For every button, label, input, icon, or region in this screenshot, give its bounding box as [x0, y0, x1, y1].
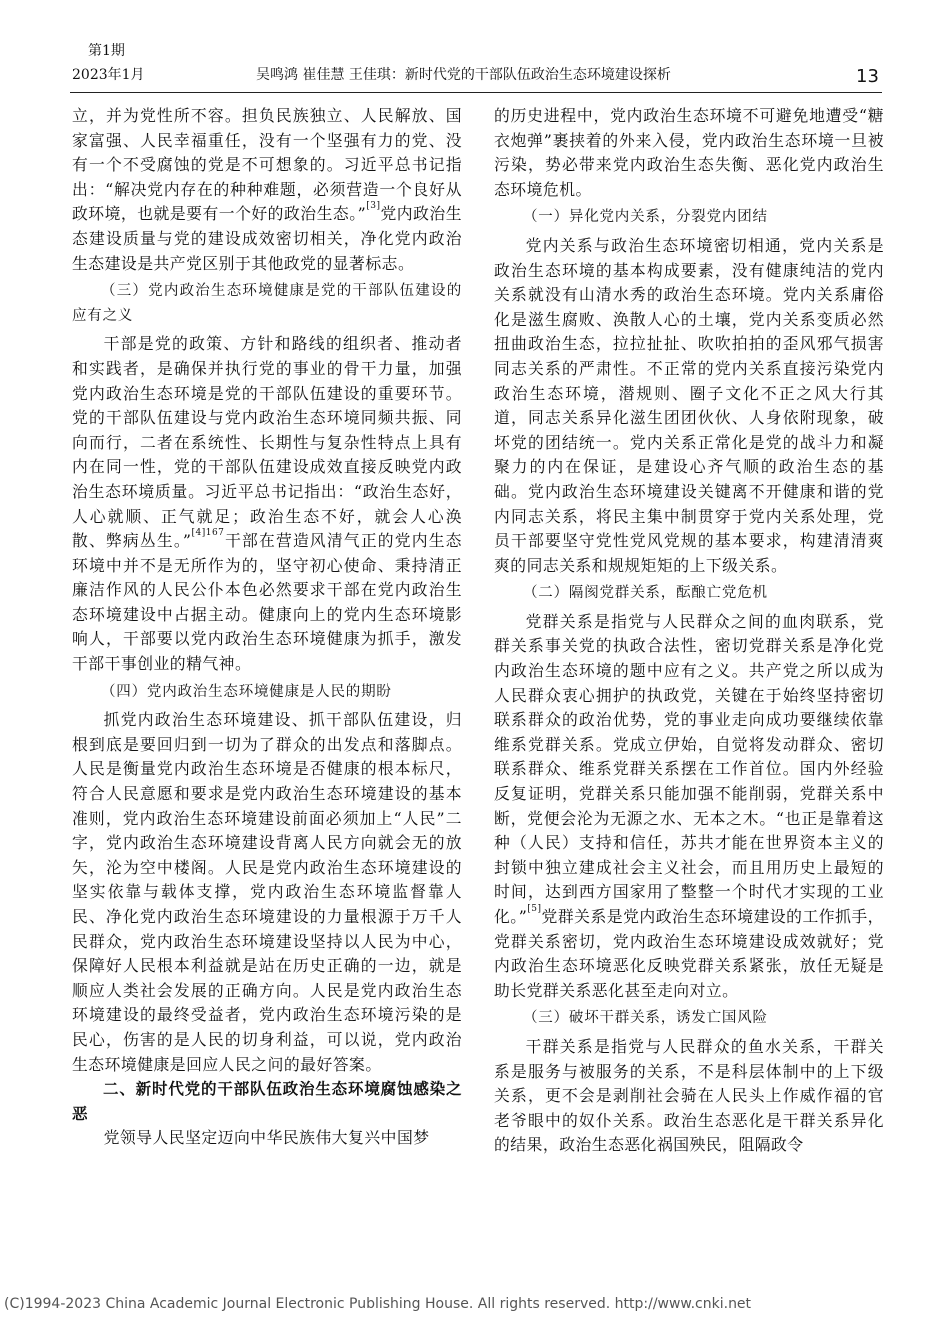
- paragraph: 干群关系是指党与人民群众的鱼水关系，干群关系是服务与被服务的关系，不是科层体制中的上下级关系，更不会是剥削社会骑在人民头上作威作福的官老爷眼中的奴仆关系。政治生态恶化是干群关系异化的结果，政治生态恶化祸国殃民，阻隔政令: [494, 1036, 884, 1155]
- subsection-heading: （四）党内政治生态环境健康是人民的期盼: [101, 683, 392, 700]
- paragraph-text: 干部是党的政策、方针和路线的组织者、推动者和实践者，是确保并执行党的事业的骨干力量，加强党内政治生态环境是党的干部队伍建设的重要环节。党的干部队伍建设与党内政治生态环境同频共振、同向而行，二者在系统性、长期性与复杂性特点上具有内在同一性，党的干部队伍建设成效直接反映党内政治生态环境质量。习近平总书记指出：“政治生态好，人心就顺、正气就足；政治生态不好，就会人心涣散、弊病丛生。”: [72, 334, 462, 551]
- page-number: 13: [856, 66, 879, 87]
- paragraph-text: 党内政治生态建设质量与党的建设成效密切相关，净化党内政治生态建设是共产党区别于其他政党的显著标志。: [72, 204, 462, 273]
- paragraph-text: 立，并为党性所不容。担负民族独立、人民解放、国家富强、人民幸福重任，没有一个坚强有力的党、没有一个不受腐蚀的党是不可想象的。习近平总书记指出：“解决党内存在的种种难题，必须营造一个良好从政环境，也就是要有一个好的政治生态。”: [72, 106, 462, 224]
- subsection-heading: （三）破坏干群关系，诱发亡国风险: [523, 1010, 768, 1027]
- paragraph-text: 党群关系是党内政治生态环境建设的工作抓手，党群关系密切，党内政治生态环境建设成效就好；党内政治生态环境恶化反映党群关系紧张，放任无疑是助长党群关系恶化甚至走向对立。: [494, 907, 884, 1000]
- paragraph-text: 干部在营造风清气正的党内生态环境中并不是无所作为的，坚守初心使命、秉持清正廉洁作风的人民公仆本色必然要求干部在党内政治生态环境建设中占据主动。健康向上的党内生态环境影响人，干部要以党内政治生态环境健康为抓手，激发干部干事创业的精气神。: [72, 531, 462, 674]
- section-heading: 二、新时代党的干部队伍政治生态环境腐蚀感染之恶: [72, 1080, 462, 1123]
- citation-ref: [3]: [366, 201, 381, 212]
- right-column: [494, 104, 884, 1158]
- paragraph: 党领导人民坚定迈向中华民族伟大复兴中国梦: [103, 1128, 430, 1148]
- left-column: [72, 104, 462, 1151]
- paragraph: 的历史进程中，党内政治生态环境不可避免地遭受“糖衣炮弹”裹挟着的外来入侵，党内政治生态环境一旦被污染，势必带来党内政治生态失衡、恶化党内政治生态环境危机。: [494, 106, 884, 199]
- running-title: 吴鸣鸿 崔佳慧 王佳琪：新时代党的干部队伍政治生态环境建设探析: [256, 67, 671, 83]
- paragraph: [72, 104, 462, 276]
- header-rule: [70, 92, 882, 93]
- paragraph: [494, 610, 884, 1004]
- issue-date: 2023年1月: [72, 67, 145, 83]
- copyright-footer: (C)1994-2023 China Academic Journal Electronic Publishing House. All rights reserved. http://www.cnki.net: [4, 1296, 752, 1312]
- citation-ref: [5]: [527, 904, 542, 914]
- subsection-heading: （二）隔阂党群关系，酝酿亡党危机: [523, 585, 768, 602]
- subsection-heading: （三）党内政治生态环境健康是党的干部队伍建设的应有之义: [72, 283, 462, 324]
- subsection-heading: （一）异化党内关系，分裂党内团结: [523, 209, 768, 226]
- paragraph: 抓党内政治生态环境建设、抓干部队伍建设，归根到底是要回归到一切为了群众的出发点和落脚点。人民是衡量党内政治生态环境是否健康的根本标尺，符合人民意愿和要求是党内政治生态环境建设的基本准则，党内政治生态环境建设前面必须加上“人民”二字，党内政治生态环境建设背离人民方向就会无的放矢，沦为空中楼阁。人民是党内政治生态环境建设的坚实依靠与载体支撑，党内政治生态环境监督靠人民、净化党内政治生态环境建设的力量根源于万千人民群众，党内政治生态环境建设坚持以人民为中心，保障好人民根本利益就是站在历史正确的一边，就是顺应人类社会发展的正确方向。人民是党内政治生态环境建设的最终受益者，党内政治生态环境污染的是民心，伤害的是人民的切身利益，可以说，党内政治生态环境健康是回应人民之问的最好答案。: [72, 710, 462, 1074]
- issue-number: 第1期: [88, 43, 125, 59]
- citation-ref: [4]167: [191, 528, 225, 539]
- paragraph-text: 党群关系是指党与人民群众之间的血肉联系，党群关系事关党的执政合法性，密切党群关系是净化党内政治生态环境的题中应有之义。共产党之所以成为人民群众衷心拥护的执政党，关键在于始终坚持密切联系群众的政治优势，党的事业走向成功要继续依靠维系党群关系。党成立伊始，自觉将发动群众、密切联系群众、维系党群关系摆在工作首位。国内外经验反复证明，党群关系只能加强不能削弱，党群关系中断，党便会沦为无源之水、无本之木。“也正是靠着这种（人民）支持和信任，苏共才能在世界资本主义的封锁中独立建成社会主义社会，而且用历史上最短的时间，达到西方国家用了整整一个时代才实现的工业化。”: [494, 611, 884, 926]
- paragraph: [72, 332, 462, 676]
- paragraph: 党内关系与政治生态环境密切相通，党内关系是政治生态环境的基本构成要素，没有健康纯洁的党内关系就没有山清水秀的政治生态环境。党内关系庸俗化是滋生腐败、涣散人心的土壤，党内关系变质必然扭曲政治生态，拉拉扯扯、吹吹拍拍的歪风邪气损害同志关系的严肃性。不正常的党内关系直接污染党内政治生态环境，潜规则、圈子文化不正之风大行其道，同志关系异化滋生团团伙伙、人身依附现象，破坏党的团结统一。党内关系正常化是党的战斗力和凝聚力的内在保证，是建设心齐气顺的政治生态的基础。党内政治生态环境建设关键离不开健康和谐的党内同志关系，将民主集中制贯穿于党内关系处理，党员干部要坚守党性党风党规的基本要求，构建清清爽爽的同志关系和规规矩矩的上下级关系。: [494, 235, 884, 575]
